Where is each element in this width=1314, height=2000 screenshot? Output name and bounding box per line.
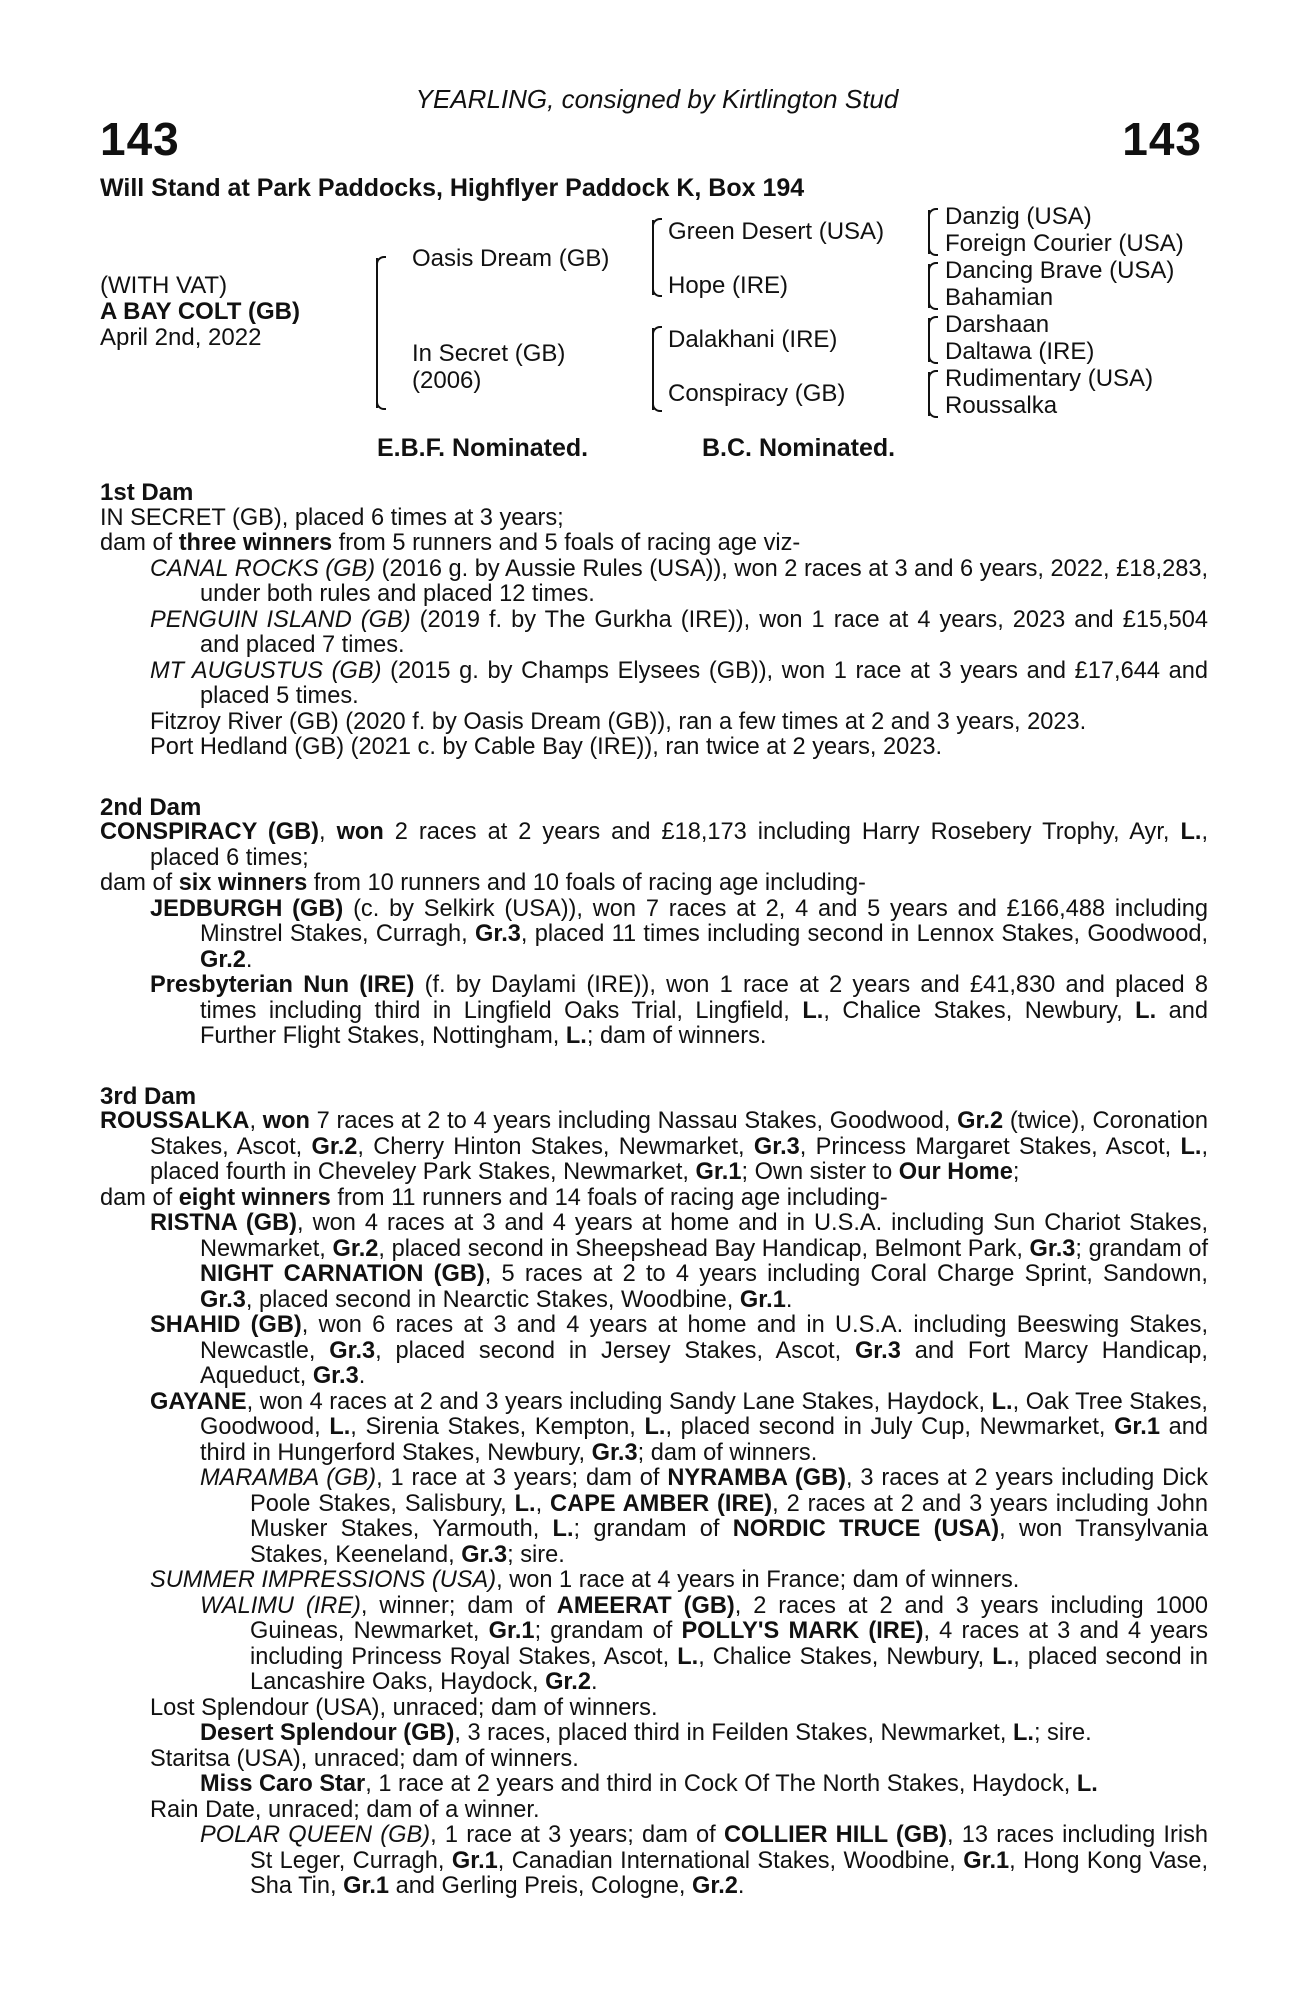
- produce-entry: Port Hedland (GB) (2021 c. by Cable Bay (IRE)), ran twice at 2 years, 2023.: [150, 734, 943, 760]
- foaling-date: April 2nd, 2022: [100, 324, 262, 351]
- brace-sire: [652, 220, 654, 295]
- brace-gg1: [928, 210, 930, 254]
- produce-entry: MT AUGUSTUS (GB) (2015 g. by Champs Elysees (GB)), won 1 race at 3 years and £17,644 and placed 5 times.: [150, 657, 1208, 709]
- second-dam-heading: 2nd Dam: [100, 793, 202, 821]
- produce-entry: WALIMU (IRE), winner; dam of AMEERAT (GB), 2 races at 2 and 3 years including 1000 Guineas, Newmarket, Gr.1; grandam of POLLY'S MARK (IRE), 4 races at 3 and 4 years including Princess Royal Stakes, Ascot, L., Chalice Stakes, Newbury, L., placed second in Lancashire Oaks, Haydock, Gr.2.: [200, 1592, 1208, 1695]
- third-dam-line: ROUSSALKA, won 7 races at 2 to 4 years including Nassau Stakes, Goodwood, Gr.2 (twice), Coronation Stakes, Ascot, Gr.2, Cherry Hinton Stakes, Newmarket, Gr.3, Princess Margaret Stakes, Ascot, L., placed fourth in Cheveley Park Stakes, Newmarket, Gr.1; Own sister to Our Home;: [100, 1108, 1209, 1185]
- gg-sire-3: Darshaan: [945, 311, 1050, 338]
- sire-dam: Hope (IRE): [668, 272, 789, 299]
- produce-entry: Fitzroy River (GB) (2020 f. by Oasis Dream (GB)), ran a few times at 2 and 3 years, 2023.: [150, 708, 1087, 735]
- produce-entry: Presbyterian Nun (IRE) (f. by Daylami (IRE)), won 1 race at 2 years and £41,830 and placed 8 times including third in Lingfield Oaks Trial, Lingfield, L., Chalice Stakes, Newbury, L. and Further Flight Stakes, Nottingham, L.; dam of winners.: [150, 972, 1209, 1049]
- stand-location: Will Stand at Park Paddocks, Highflyer Paddock K, Box 194: [100, 174, 805, 202]
- vat-note: (WITH VAT): [100, 272, 228, 299]
- produce-entry: Rain Date, unraced; dam of a winner.: [150, 1796, 540, 1823]
- gg-dam-1: Foreign Courier (USA): [945, 230, 1184, 257]
- produce-entry: PENGUIN ISLAND (GB) (2019 f. by The Gurkha (IRE)), won 1 race at 4 years, 2023 and £15,504 and placed 7 times.: [150, 606, 1208, 658]
- third-dam-heading: 3rd Dam: [100, 1082, 197, 1110]
- lot-number-right: 143: [1122, 113, 1202, 165]
- gg-sire-4: Rudimentary (USA): [945, 365, 1154, 392]
- produce-entry: Desert Splendour (GB), 3 races, placed third in Feilden Stakes, Newmarket, L.; sire.: [200, 1720, 1092, 1746]
- first-dam-line: IN SECRET (GB), placed 6 times at 3 years;: [100, 504, 564, 531]
- dam: In Secret (GB): [412, 340, 566, 367]
- brace-dam: [652, 328, 654, 410]
- consignment-line: YEARLING, consigned by Kirtlington Stud: [415, 84, 899, 114]
- gg-sire-2: Dancing Brave (USA): [945, 257, 1175, 284]
- dam-dam: Conspiracy (GB): [668, 380, 846, 407]
- horse-name: A BAY COLT (GB): [100, 298, 301, 325]
- brace-gg3: [928, 318, 930, 362]
- produce-entry: GAYANE, won 4 races at 2 and 3 years including Sandy Lane Stakes, Haydock, L., Oak Tree Stakes, Goodwood, L., Sirenia Stakes, Kempton, L., placed second in July Cup, Newmarket, Gr.1 and third in Hungerford Stakes, Newbury, Gr.3; dam of winners.: [150, 1388, 1208, 1466]
- produce-entry: POLAR QUEEN (GB), 1 race at 3 years; dam of COLLIER HILL (GB), 13 races including Irish St Leger, Curragh, Gr.1, Canadian International Stakes, Woodbine, Gr.1, Hong Kong Vase, Sha Tin, Gr.1 and Gerling Preis, Cologne, Gr.2.: [200, 1822, 1208, 1899]
- first-dam-produce-summary: dam of three winners from 5 runners and 5 foals of racing age viz-: [100, 530, 801, 556]
- produce-entry: SUMMER IMPRESSIONS (USA), won 1 race at 4 years in France; dam of winners.: [150, 1567, 1020, 1593]
- produce-entry: Miss Caro Star, 1 race at 2 years and third in Cock Of The North Stakes, Haydock, L.: [200, 1771, 1098, 1797]
- lot-number-left: 143: [100, 113, 180, 165]
- gg-sire-1: Danzig (USA): [945, 203, 1092, 230]
- dam-sire: Dalakhani (IRE): [668, 326, 838, 353]
- brace-gg4: [928, 372, 930, 416]
- brace-gg2: [928, 264, 930, 308]
- gg-dam-4: Roussalka: [945, 392, 1058, 419]
- produce-entry: JEDBURGH (GB) (c. by Selkirk (USA)), won 7 races at 2, 4 and 5 years and £166,488 including Minstrel Stakes, Curragh, Gr.3, placed 11 times including second in Lennox Stakes, Goodwood, Gr.2.: [150, 895, 1208, 973]
- second-dam-line: CONSPIRACY (GB), won 2 races at 2 years and £18,173 including Harry Rosebery Trophy, Ayr, L., placed 6 times;: [100, 819, 1208, 871]
- produce-entry: MARAMBA (GB), 1 race at 3 years; dam of NYRAMBA (GB), 3 races at 2 years including Dick Poole Stakes, Salisbury, L., CAPE AMBER (IRE), 2 races at 2 and 3 years including John Musker Stakes, Yarmouth, L.; grandam of NORDIC TRUCE (USA), won Transylvania Stakes, Keeneland, Gr.3; sire.: [200, 1465, 1208, 1568]
- catalogue-body: [100, 480, 1208, 1900]
- sire: Oasis Dream (GB): [412, 245, 610, 272]
- bc-nomination: B.C. Nominated.: [702, 434, 896, 462]
- first-dam-heading: 1st Dam: [100, 479, 194, 506]
- produce-entry: SHAHID (GB), won 6 races at 3 and 4 years at home and in U.S.A. including Beeswing Stakes, Newcastle, Gr.3, placed second in Jersey Stakes, Ascot, Gr.3 and Fort Marcy Handicap, Aqueduct, Gr.3.: [150, 1312, 1208, 1389]
- second-dam-produce-summary: dam of six winners from 10 runners and 10 foals of racing age including-: [100, 870, 866, 896]
- dam-year: (2006): [412, 367, 482, 394]
- gg-dam-2: Bahamian: [945, 284, 1054, 311]
- sire-sire: Green Desert (USA): [668, 218, 885, 245]
- gg-dam-3: Daltawa (IRE): [945, 338, 1095, 365]
- produce-entry: RISTNA (GB), won 4 races at 3 and 4 years at home and in U.S.A. including Sun Chariot Stakes, Newmarket, Gr.2, placed second in Sheepshead Bay Handicap, Belmont Park, Gr.3; grandam of NIGHT CARNATION (GB), 5 races at 2 to 4 years including Coral Charge Sprint, Sandown, Gr.3, placed second in Nearctic Stakes, Woodbine, Gr.1.: [150, 1210, 1209, 1313]
- produce-entry: Lost Splendour (USA), unraced; dam of winners.: [150, 1694, 658, 1721]
- third-dam-produce-summary: dam of eight winners from 11 runners and 14 foals of racing age including-: [100, 1184, 888, 1211]
- ebf-nomination: E.B.F. Nominated.: [377, 434, 589, 462]
- produce-entry: Staritsa (USA), unraced; dam of winners.: [150, 1745, 579, 1772]
- brace-main: [376, 258, 378, 408]
- produce-entry: CANAL ROCKS (GB) (2016 g. by Aussie Rules (USA)), won 2 races at 3 and 6 years, 2022, £18,283, under both rules and placed 12 times.: [150, 555, 1208, 607]
